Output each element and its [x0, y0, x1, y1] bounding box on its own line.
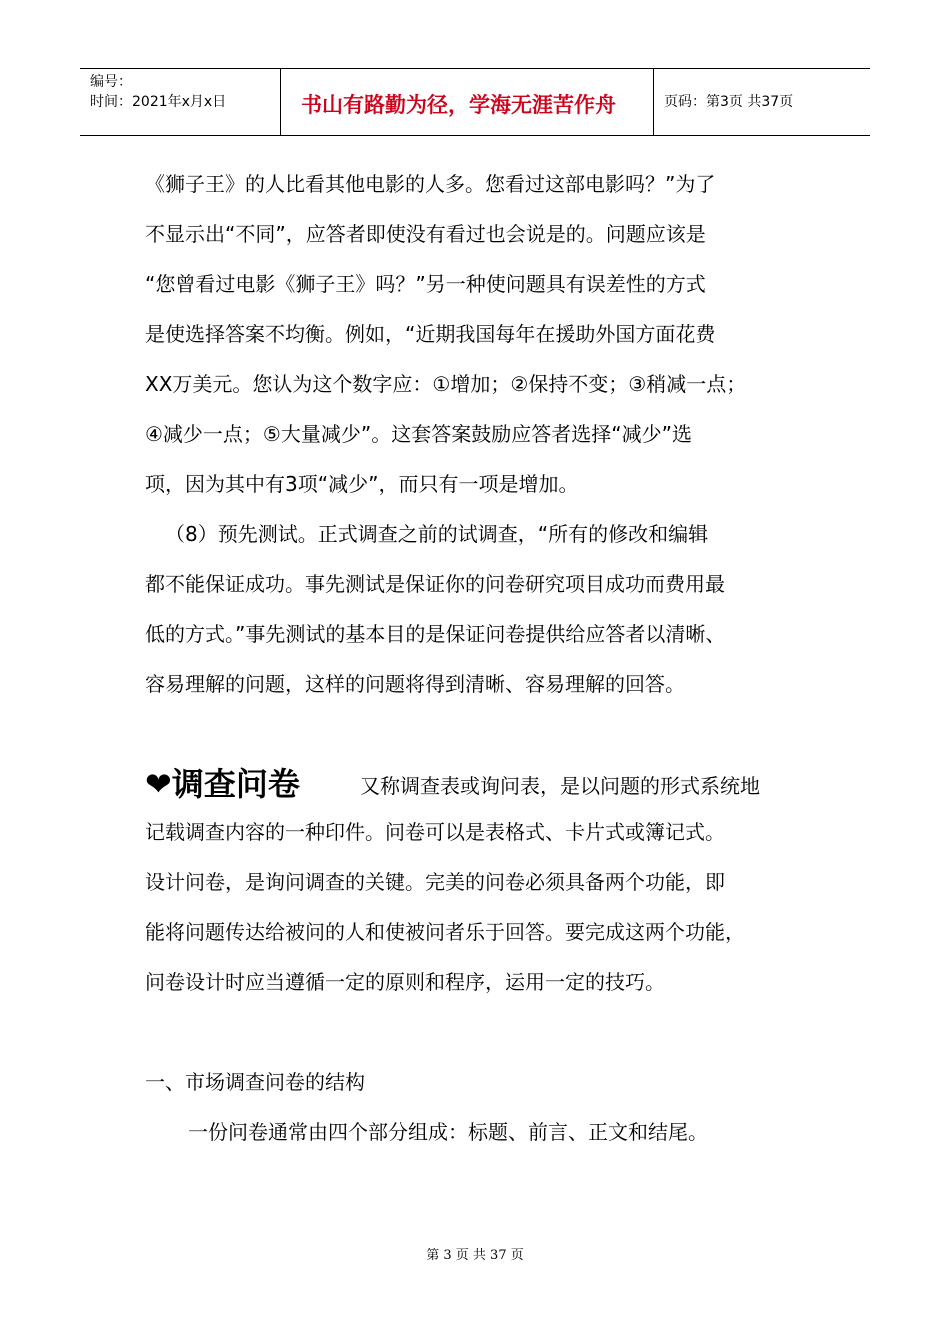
body-line: ④减少一点；⑤大量减少”。这套答案鼓励应答者选择“减少”选	[145, 422, 692, 446]
body-line: 低的方式。”事先测试的基本目的是保证问卷提供给应答者以清晰、	[145, 622, 726, 646]
header-motto-cell	[281, 69, 654, 135]
body-line: 容易理解的问题，这样的问题将得到清晰、容易理解的回答。	[145, 672, 685, 696]
body-line: 都不能保证成功。事先测试是保证你的问卷研究项目成功而费用最	[145, 572, 725, 596]
body-line: 不显示出“不同”，应答者即使没有看过也会说是的。问题应该是	[145, 222, 706, 246]
body-line: 项，因为其中有3项“减少”，而只有一项是增加。	[145, 472, 579, 496]
section-line: 能将问题传达给被问的人和使被问者乐于回答。要完成这两个功能，	[145, 920, 745, 944]
section-line: 记载调查内容的一种印件。问卷可以是表格式、卡片式或簿记式。	[145, 820, 725, 844]
section-heading: ❤调查问卷	[145, 765, 300, 803]
motto-text: 书山有路勤为径，学海无涯苦作舟	[301, 92, 616, 117]
time-label: 时间：2021年x月x日	[90, 94, 227, 110]
number-label: 编号：	[90, 74, 132, 90]
section-line: 问卷设计时应当遵循一定的原则和程序，运用一定的技巧。	[145, 970, 665, 994]
subheading: 一、市场调查问卷的结构	[145, 1070, 365, 1094]
body-line: XX万美元。您认为这个数字应：①增加；②保持不变；③稍减一点；	[145, 372, 747, 396]
section-intro: 又称调查表或询问表，是以问题的形式系统地	[360, 774, 760, 798]
page-header	[80, 68, 870, 136]
body-line: 是使选择答案不均衡。例如，“近期我国每年在援助外国方面花费	[145, 322, 716, 346]
page-footer: 第 3 页 共 37 页	[426, 1248, 524, 1263]
header-page-info: 页码：第3页 共37页	[664, 94, 794, 110]
header-meta	[80, 69, 281, 135]
body-line: （8）预先测试。正式调查之前的试调查，“所有的修改和编辑	[165, 522, 709, 546]
body-line: “您曾看过电影《狮子王》吗？”另一种使问题具有误差性的方式	[145, 272, 706, 296]
section-line: 设计问卷，是询问调查的关键。完美的问卷必须具备两个功能，即	[145, 870, 725, 894]
body-line: 《狮子王》的人比看其他电影的人多。您看过这部电影吗？”为了	[145, 172, 716, 196]
sub-line: 一份问卷通常由四个部分组成：标题、前言、正文和结尾。	[188, 1120, 708, 1144]
